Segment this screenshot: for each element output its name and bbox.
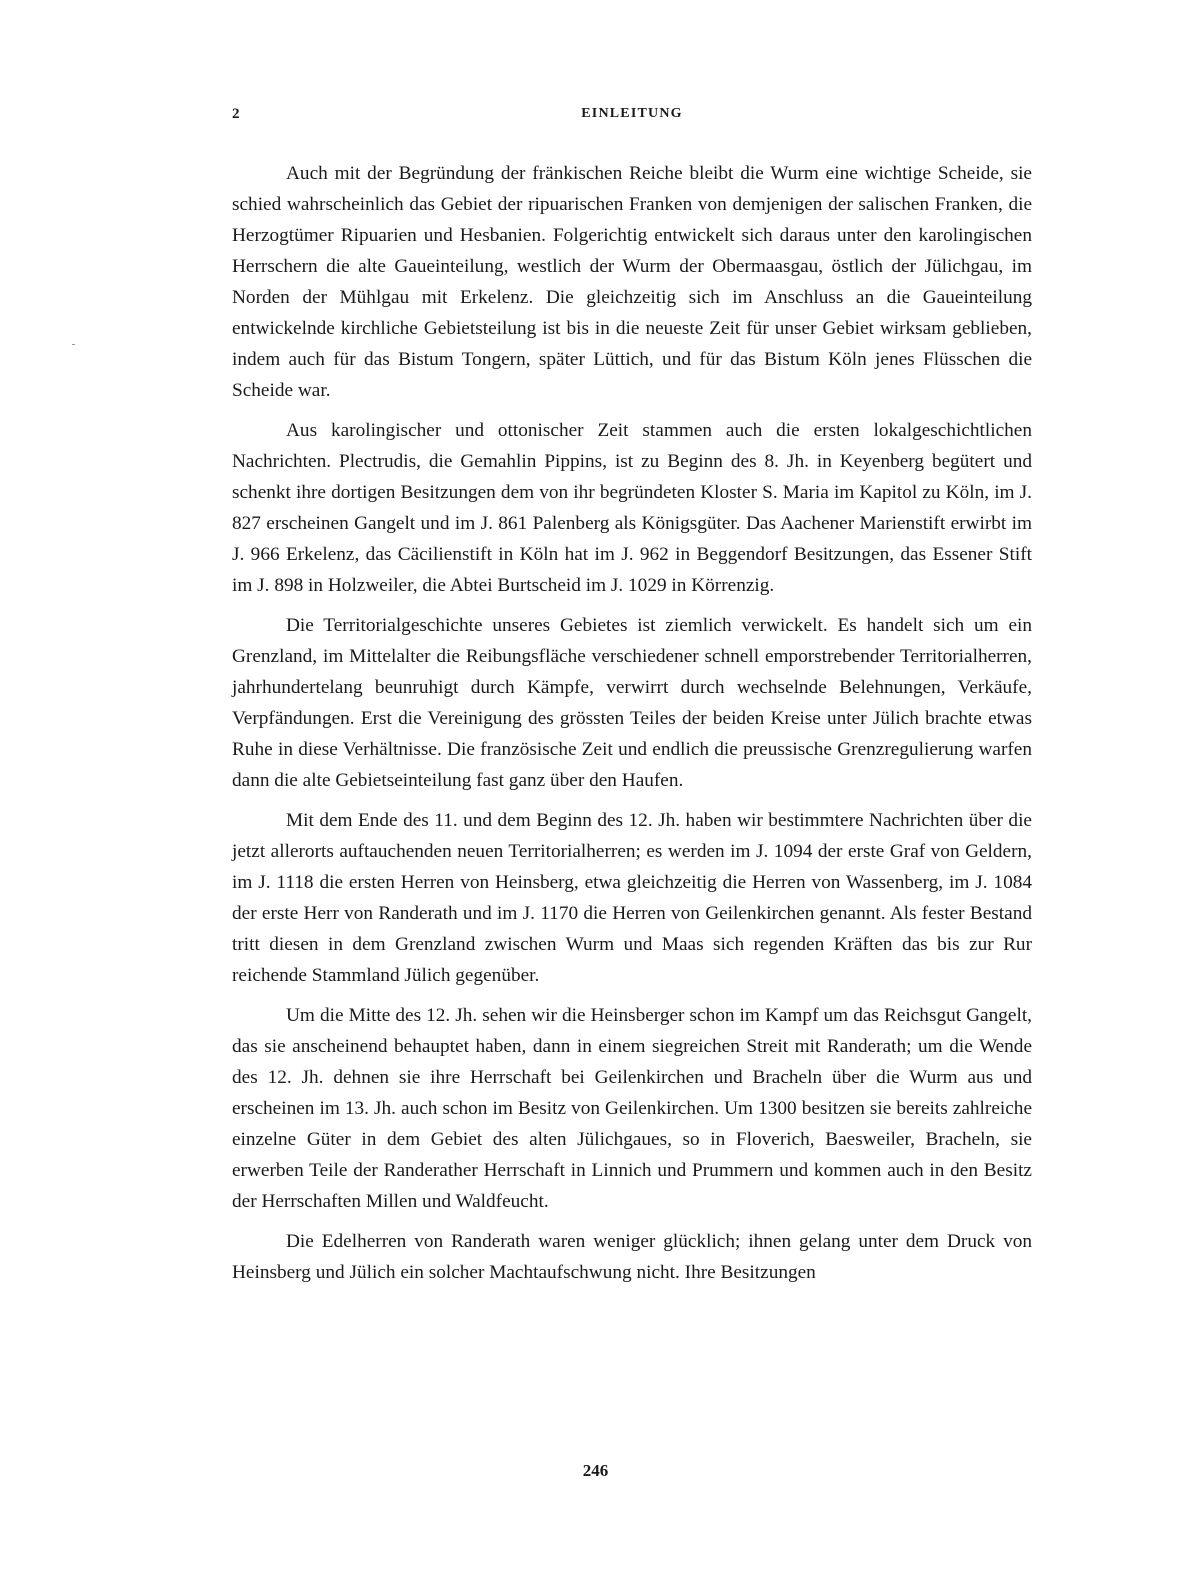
- paragraph-2: Aus karolingischer und ottonischer Zeit stammen auch die ersten lokalgeschichtlichen Nachrichten. Plectrudis, die Gemahlin Pippins, ist zu Beginn des 8. Jh. in Keyenberg begütert und schenkt ihre dortigen Besitzungen dem von ihr begründeten Kloster S. Maria im Kapitol zu Köln, im J. 827 erscheinen Gangelt und im J. 861 Palenberg als Königsgüter. Das Aachener Marienstift erwirbt im J. 966 Erkelenz, das Cäcilienstift in Köln hat im J. 962 in Beggendorf Besitzungen, das Essener Stift im J. 898 in Holzweiler, die Abtei Burtscheid im J. 1029 in Körrenzig.: [232, 420, 1032, 596]
- margin-mark: [72, 344, 75, 345]
- paragraph-3: Die Territorialgeschichte unseres Gebietes ist ziemlich verwickelt. Es handelt sich um ein Grenzland, im Mittelalter die Reibungsfläche verschiedener schnell emporstrebender Territorialherren, jahrhundertelang beunruhigt durch Kämpfe, verwirrt durch wechselnde Belehnungen, Verkäufe, Verpfändungen. Erst die Vereinigung des grössten Teiles der beiden Kreise unter Jülich brachte etwas Ruhe in diese Verhältnisse. Die französische Zeit und endlich die preussische Grenzregulierung warfen dann die alte Gebietseinteilung fast ganz über den Haufen.: [232, 615, 1032, 791]
- paragraph-6: Die Edelherren von Randerath waren weniger glücklich; ihnen gelang unter dem Druck von Heinsberg und Jülich ein solcher Machtaufschwung nicht. Ihre Besitzungen: [232, 1231, 1032, 1283]
- paragraph-5: Um die Mitte des 12. Jh. sehen wir die Heinsberger schon im Kampf um das Reichsgut Gangelt, das sie anscheinend behauptet haben, dann in einem siegreichen Streit mit Randerath; um die Wende des 12. Jh. dehnen sie ihre Herrschaft bei Geilenkirchen und Bracheln über die Wurm aus und erscheinen im 13. Jh. auch schon im Besitz von Geilenkirchen. Um 1300 besitzen sie bereits zahlreiche einzelne Güter in dem Gebiet des alten Jülichgaues, so in Floverich, Baesweiler, Bracheln, sie erwerben Teile der Randerather Herrschaft in Linnich und Prummern und kommen auch in den Besitz der Herrschaften Millen und Waldfeucht.: [232, 1005, 1032, 1212]
- paragraph-1: Auch mit der Begründung der fränkischen Reiche bleibt die Wurm eine wichtige Scheide, sie schied wahrscheinlich das Gebiet der ripuarischen Franken von demjenigen der salischen Franken, die Herzogtümer Ripuarien und Hesbanien. Folgerichtig entwickelt sich daraus unter den karolingischen Herrschern die alte Gaueinteilung, westlich der Wurm der Obermaasgau, östlich der Jülichgau, im Norden der Mühlgau mit Erkelenz. Die gleichzeitig sich im Anschluss an die Gaueinteilung entwickelnde kirchliche Gebietsteilung ist bis in die neueste Zeit für unser Gebiet wirksam geblieben, indem auch für das Bistum Tongern, später Lüttich, und für das Bistum Köln jenes Flüsschen die Scheide war.: [232, 163, 1032, 401]
- page-header: [232, 106, 1032, 130]
- footer-signature: 246: [582, 1461, 609, 1480]
- body-text: [232, 158, 1032, 1297]
- paragraph-4: Mit dem Ende des 11. und dem Beginn des 12. Jh. haben wir bestimmtere Nachrichten über die jetzt allerorts auftauchenden neuen Territorialherren; es werden im J. 1094 der erste Graf von Geldern, im J. 1118 die ersten Herren von Heinsberg, etwa gleichzeitig die Herren von Wassenberg, im J. 1084 der erste Herr von Randerath und im J. 1170 die Herren von Geilenkirchen genannt. Als fester Bestand tritt diesen in dem Grenzland zwischen Wurm und Maas sich regenden Kräften das bis zur Rur reichende Stammland Jülich gegenüber.: [232, 810, 1032, 986]
- running-title: EINLEITUNG: [581, 106, 683, 121]
- page-number: 2: [232, 106, 240, 122]
